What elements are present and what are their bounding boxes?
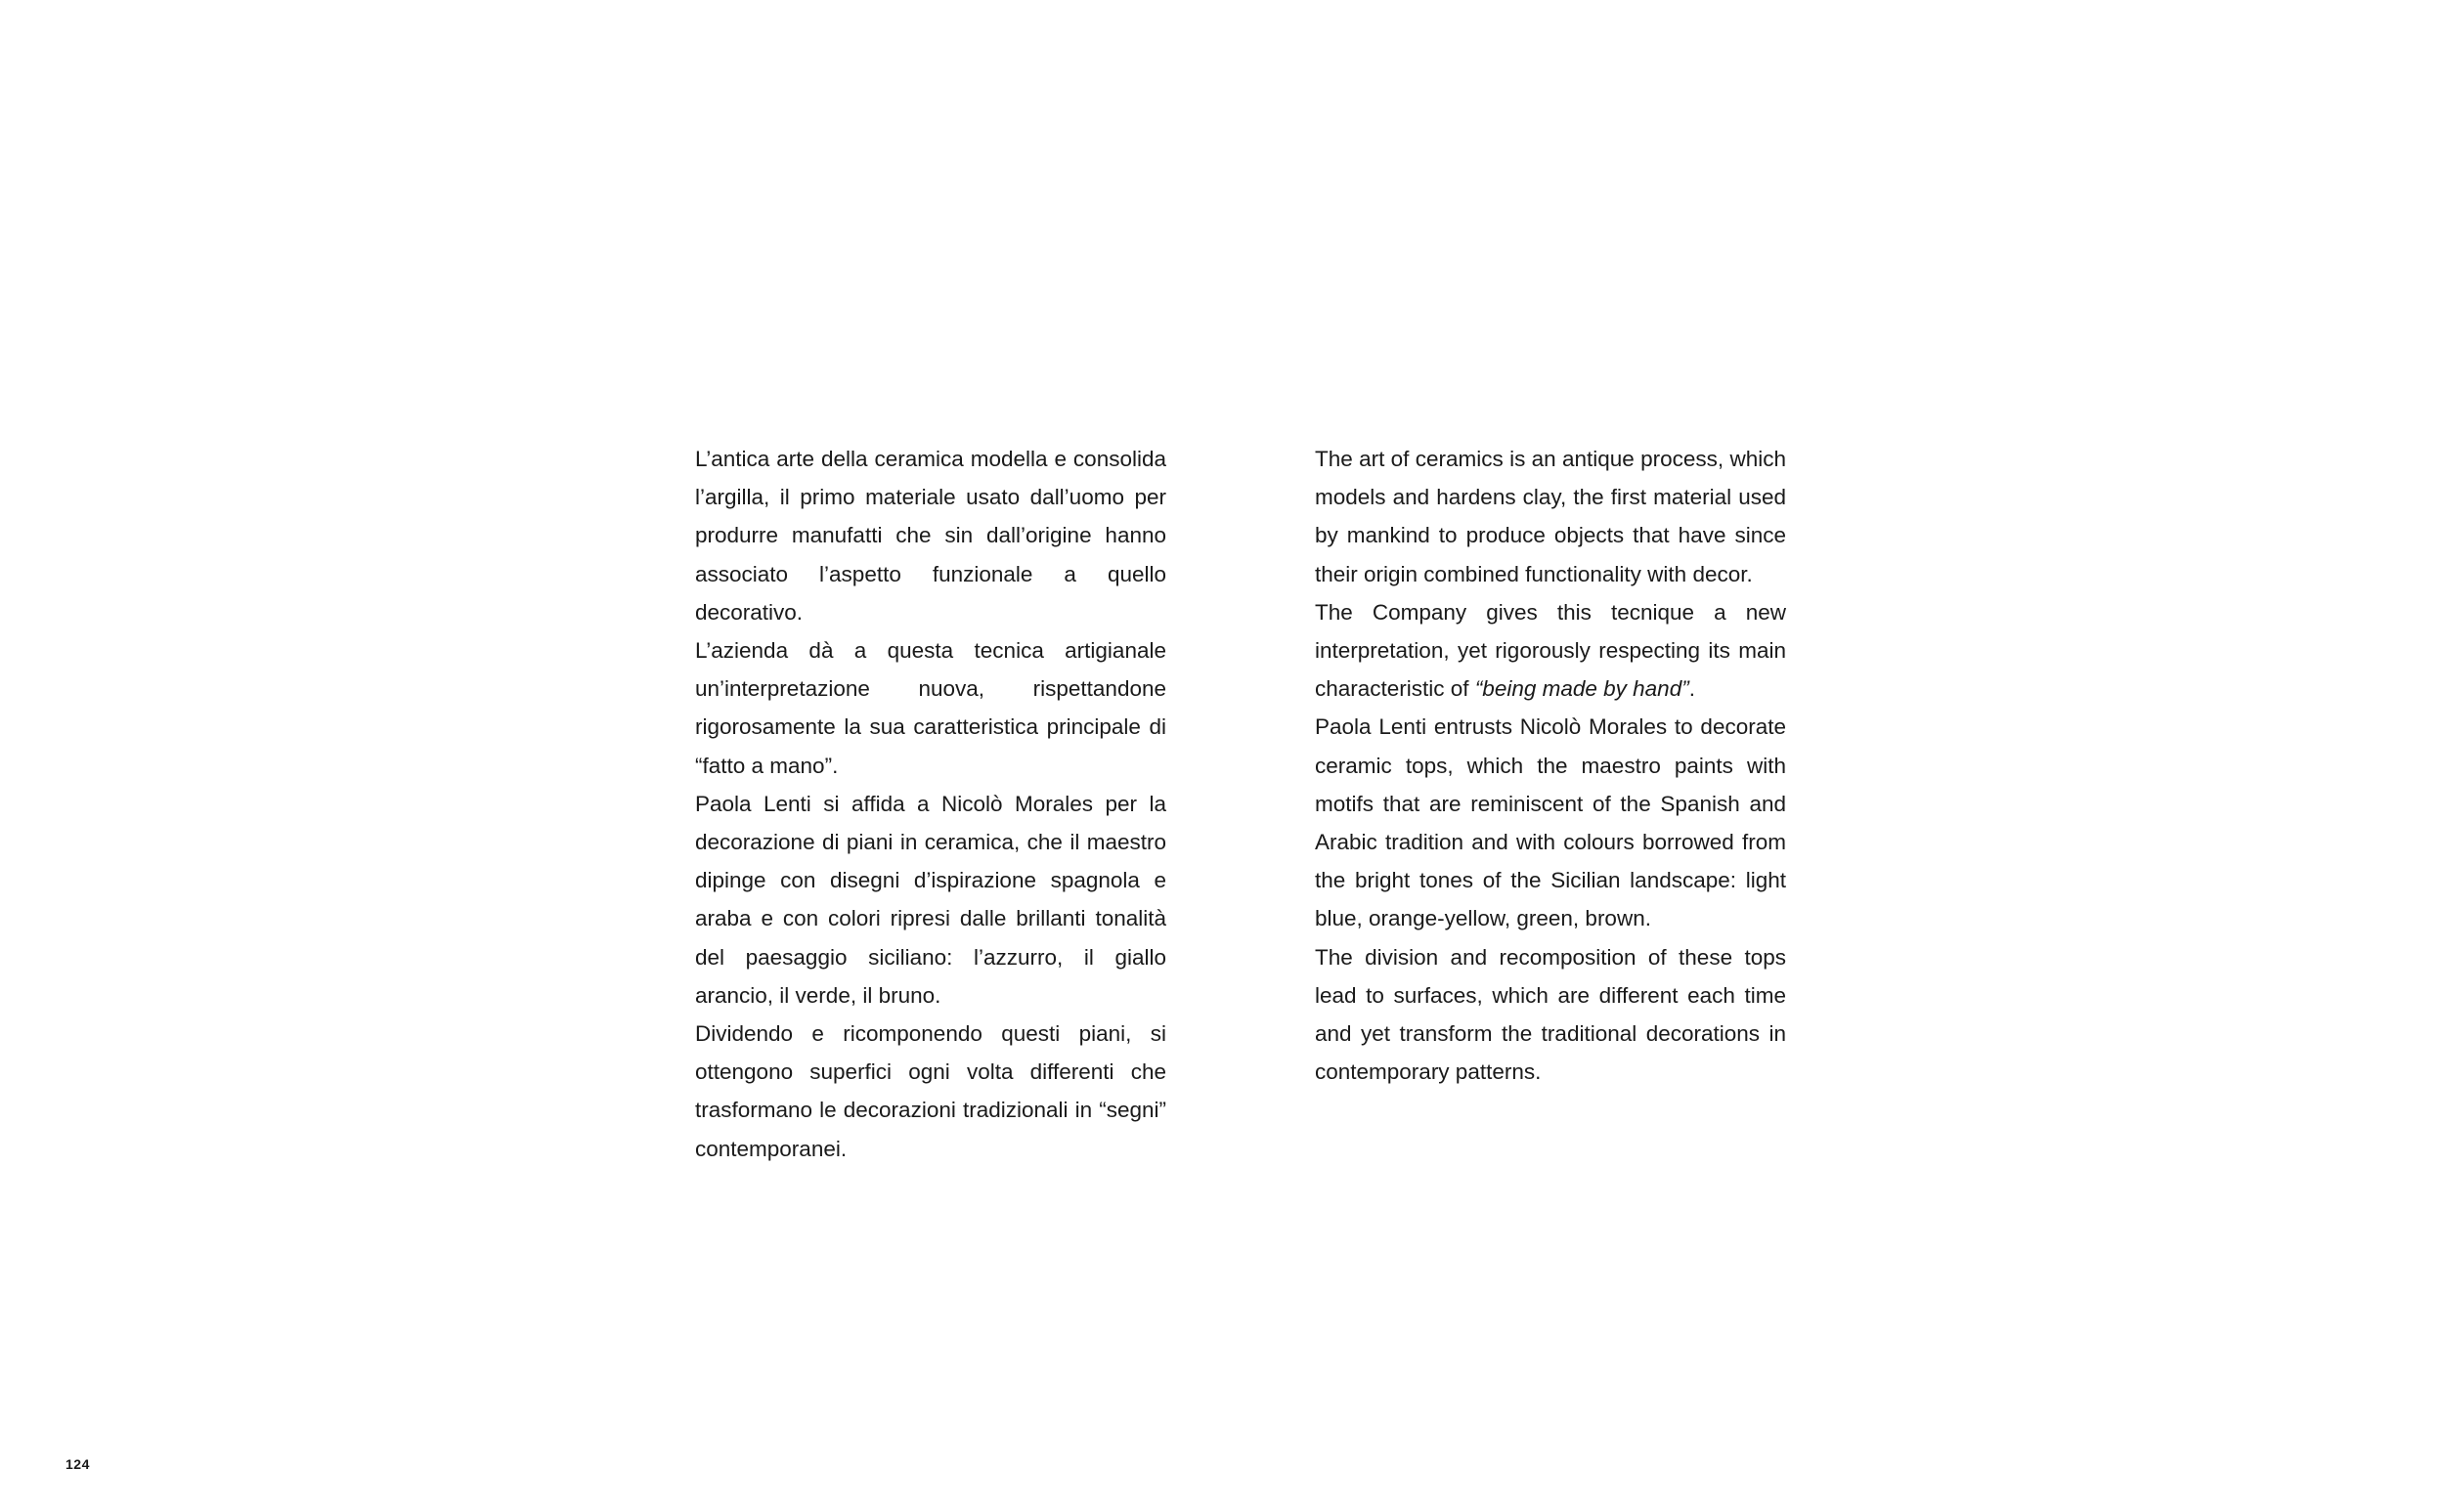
page-number: 124	[65, 1456, 90, 1472]
italian-paragraph-4: Dividendo e ricomponendo questi piani, si ottengono superfici ogni volta differenti che trasformano le decorazioni tradizionali in “segni” contemporanei.	[695, 1021, 1166, 1161]
english-paragraph-2-end: .	[1688, 676, 1695, 702]
english-paragraph-2-text: The Company gives this tecnique a new interpretation, yet rigorously respecting its main characteristic of	[1315, 599, 1786, 702]
english-paragraph-2-emphasis: “being made by hand”	[1474, 676, 1689, 702]
english-paragraph-3: Paola Lenti entrusts Nicolò Morales to decorate ceramic tops, which the maestro paints with motifs that are reminiscent of the Spanish and Arabic tradition and with colours borrowed from the bright tones of the Sicilian landscape: light blue, orange-yellow, green, brown.	[1315, 714, 1786, 931]
english-paragraph-2	[1315, 593, 1786, 709]
italian-paragraph-3: Paola Lenti si affida a Nicolò Morales per la decorazione di piani in ceramica, che il maestro dipinge con disegni d’ispirazione spagnola e araba e con colori ripresi dalle brillanti tonalità del paesaggio siciliano: l’azzurro, il giallo arancio, il verde, il bruno.	[695, 791, 1166, 1008]
english-text-column	[1315, 440, 1786, 1091]
english-paragraph-1: The art of ceramics is an antique process, which models and hardens clay, the first material used by mankind to produce objects that have since their origin combined functionality with decor.	[1315, 447, 1786, 586]
italian-paragraph-1: L’antica arte della ceramica modella e consolida l’argilla, il primo materiale usato dall’uomo per produrre manufatti che sin dall’origine hanno associato l’aspetto funzionale a quello decorativo.	[695, 447, 1166, 625]
italian-paragraph-2: L’azienda dà a questa tecnica artigianale un’interpretazione nuova, rispettandone rigorosamente la sua caratteristica principale di “fatto a mano”.	[695, 638, 1166, 778]
italian-text-column	[695, 440, 1166, 1168]
english-paragraph-4: The division and recomposition of these tops lead to surfaces, which are different each time and yet transform the traditional decorations in contemporary patterns.	[1315, 944, 1786, 1085]
